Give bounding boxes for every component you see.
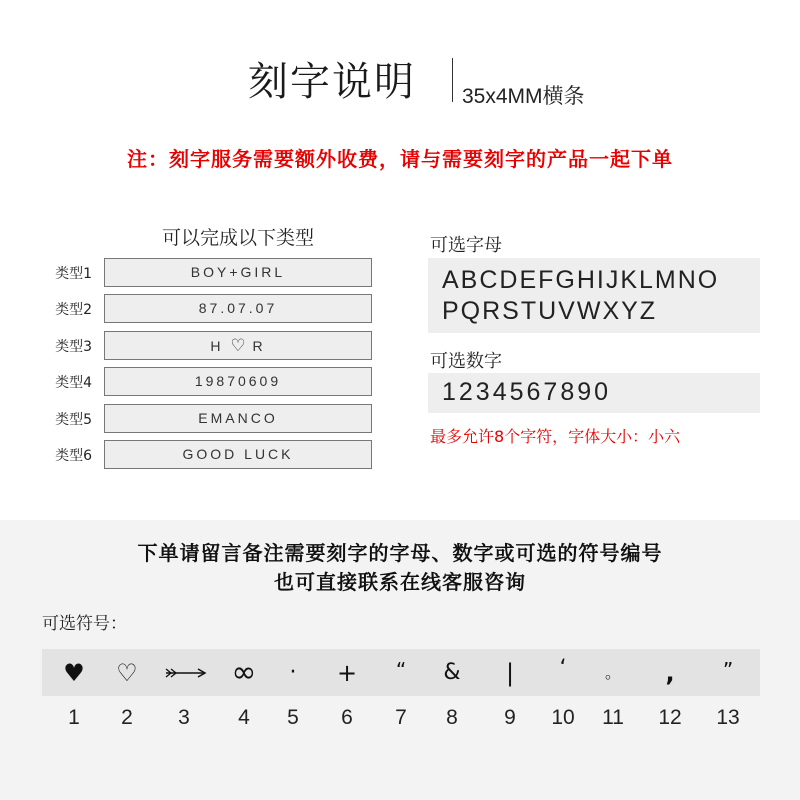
type-label-4: 类型4 <box>55 375 92 391</box>
title-divider <box>452 58 453 102</box>
symbol-number-9: 9 <box>504 706 516 729</box>
symbols-heading: 可选符号： <box>42 614 127 634</box>
period-icon: 。 <box>604 663 621 682</box>
type-label-6: 类型6 <box>55 448 92 464</box>
symbol-number-11: 11 <box>602 706 624 729</box>
heart-outline-icon: ♡ <box>230 336 246 355</box>
symbol-number-3: 3 <box>178 706 190 729</box>
arrow-icon <box>164 652 204 694</box>
heart-outline-icon: ♡ <box>116 659 138 687</box>
type-3-right: R <box>252 338 266 354</box>
type-label-2: 类型2 <box>55 302 92 318</box>
vertical-bar-icon: | <box>505 659 515 687</box>
type-label-3: 类型3 <box>55 339 92 355</box>
page-subtitle: 35x4MM横条 <box>462 85 585 108</box>
open-quote-icon: “ <box>395 658 407 682</box>
letters-row-1: ABCDEFGHIJKLMNO <box>442 266 720 294</box>
heart-filled-icon: ♥ <box>63 659 85 687</box>
type-box-6: GOOD LUCK <box>104 440 372 469</box>
type-label-5: 类型5 <box>55 412 92 428</box>
type-box-4: 19870609 <box>104 367 372 396</box>
type-box-1: BOY+GIRL <box>104 258 372 287</box>
symbol-number-5: 5 <box>287 706 299 729</box>
symbol-number-1: 1 <box>68 706 80 729</box>
plus-icon: + <box>336 659 358 687</box>
symbol-number-10: 10 <box>551 706 575 729</box>
type-box-5: EMANCO <box>104 404 372 433</box>
page-title: 刻字说明 <box>248 59 416 105</box>
ampersand-icon: & <box>443 660 461 685</box>
type-3-left: H <box>210 338 224 354</box>
digits-row: 1234567890 <box>442 378 612 406</box>
single-quote-icon: ‘ <box>559 656 567 681</box>
type-label-1: 类型1 <box>55 266 92 282</box>
character-limit-note: 最多允许8个字符，字体大小：小六 <box>430 427 681 446</box>
order-instruction-2: 也可直接联系在线客服咨询 <box>274 570 526 594</box>
fee-notice: 注：刻字服务需要额外收费，请与需要刻字的产品一起下单 <box>127 147 673 171</box>
types-heading: 可以完成以下类型 <box>161 227 314 249</box>
comma-icon: , <box>665 659 675 687</box>
letters-heading: 可选字母 <box>430 235 502 256</box>
letters-row-2: PQRSTUVWXYZ <box>442 297 658 325</box>
close-quote-icon: ” <box>722 658 734 682</box>
symbol-number-12: 12 <box>658 706 682 729</box>
infinity-icon: ∞ <box>231 655 257 690</box>
digits-heading: 可选数字 <box>430 351 502 372</box>
type-box-2: 87.07.07 <box>104 294 372 323</box>
symbol-number-6: 6 <box>341 706 353 729</box>
order-instruction-1: 下单请留言备注需要刻字的字母、数字或可选的符号编号 <box>137 541 663 565</box>
symbol-number-13: 13 <box>716 706 740 729</box>
symbol-number-2: 2 <box>121 706 133 729</box>
type-box-3 <box>104 331 372 360</box>
symbol-number-8: 8 <box>446 706 458 729</box>
symbol-number-4: 4 <box>238 706 250 729</box>
symbol-number-7: 7 <box>395 706 407 729</box>
dot-icon: · <box>289 660 297 685</box>
